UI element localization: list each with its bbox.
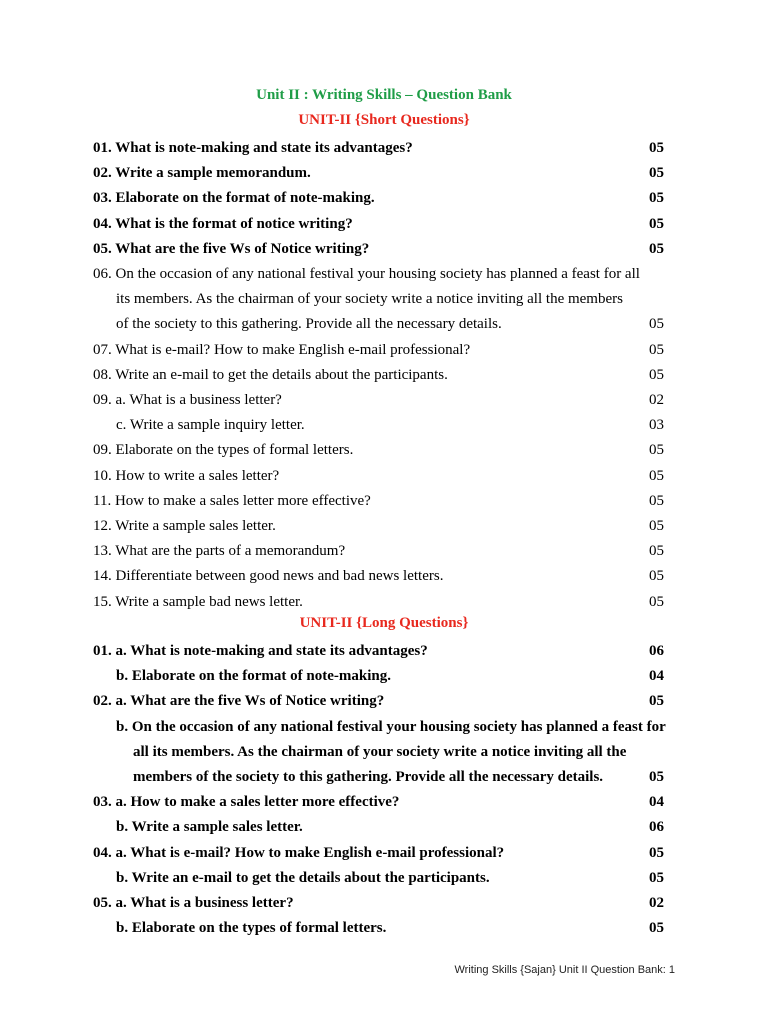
question-marks: 05 [649, 568, 664, 585]
question-text: 05. What are the five Ws of Notice writing? [93, 240, 370, 257]
page-footer: Writing Skills {Sajan} Unit II Question Bank: 1 [454, 964, 675, 976]
question-text: members of the society to this gathering. Provide all the necessary details. [133, 769, 604, 785]
question-marks: 05 [649, 215, 664, 232]
question-marks: 05 [649, 316, 664, 333]
question-marks: 05 [649, 518, 664, 534]
question-text: b. Elaborate on the format of note-making. [116, 668, 391, 685]
question-text: 01. What is note-making and state its advantages? [93, 140, 413, 156]
question-text: 07. What is e-mail? How to make English e-mail professional? [93, 341, 471, 358]
question-text: b. Elaborate on the types of formal letters. [116, 920, 387, 937]
question-text: 10. How to write a sales letter? [93, 467, 280, 484]
question-marks: 02 [649, 895, 664, 911]
question-marks: 05 [649, 467, 664, 484]
question-text: b. On the occasion of any national festival your housing society has planned a feast for [116, 718, 666, 735]
question-text: 03. Elaborate on the format of note-making. [93, 190, 375, 207]
question-marks: 05 [649, 593, 664, 610]
question-text: 12. Write a sample sales letter. [93, 518, 276, 534]
question-marks: 06 [649, 819, 664, 836]
question-marks: 05 [649, 442, 664, 459]
question-text: 04. a. What is e-mail? How to make English e-mail professional? [93, 844, 505, 861]
question-text: 08. Write an e-mail to get the details about the participants. [93, 366, 448, 383]
section-heading-short: UNIT-II {Short Questions} [298, 112, 470, 128]
question-text: 09. Elaborate on the types of formal letters. [93, 442, 354, 459]
question-text: 05. a. What is a business letter? [93, 895, 294, 911]
question-marks: 05 [649, 165, 664, 182]
section-heading-long: UNIT-II {Long Questions} [299, 615, 469, 631]
question-text: 14. Differentiate between good news and bad news letters. [93, 568, 444, 585]
question-text: 13. What are the parts of a memorandum? [93, 543, 346, 560]
question-marks: 05 [649, 869, 664, 886]
question-text: c. Write a sample inquiry letter. [116, 417, 305, 434]
question-marks: 05 [649, 492, 664, 509]
question-marks: 05 [649, 844, 664, 861]
question-marks: 04 [649, 794, 664, 811]
question-marks: 05 [649, 341, 664, 358]
question-text: 04. What is the format of notice writing? [93, 215, 353, 232]
question-text: all its members. As the chairman of your society write a notice inviting all the [133, 743, 627, 760]
question-text: 11. How to make a sales letter more effective? [93, 492, 371, 509]
question-text: 02. Write a sample memorandum. [93, 165, 311, 182]
question-text: 09. a. What is a business letter? [93, 392, 282, 408]
question-text: 03. a. How to make a sales letter more effective? [93, 794, 400, 811]
question-marks: 05 [649, 366, 664, 383]
question-text: b. Write an e-mail to get the details about the participants. [116, 869, 490, 886]
question-marks: 05 [649, 543, 664, 560]
question-marks: 04 [649, 668, 664, 685]
question-marks: 05 [649, 769, 664, 785]
question-marks: 05 [649, 240, 664, 257]
document-title: Unit II : Writing Skills – Question Bank [256, 87, 512, 103]
question-text: 01. a. What is note-making and state its advantages? [93, 643, 428, 659]
question-text: of the society to this gathering. Provide all the necessary details. [116, 316, 502, 333]
question-marks: 03 [649, 417, 664, 434]
question-text: 02. a. What are the five Ws of Notice writing? [93, 693, 385, 710]
question-marks: 05 [649, 920, 664, 937]
question-marks: 05 [649, 693, 664, 710]
question-marks: 05 [649, 190, 664, 207]
question-text: 15. Write a sample bad news letter. [93, 593, 303, 610]
question-marks: 05 [649, 140, 664, 156]
question-marks: 02 [649, 392, 664, 408]
question-text: 06. On the occasion of any national festival your housing society has planned a feast for all [93, 266, 640, 282]
question-marks: 06 [649, 643, 664, 659]
question-text: b. Write a sample sales letter. [116, 819, 303, 836]
question-text: its members. As the chairman of your society write a notice inviting all the members [116, 291, 623, 308]
